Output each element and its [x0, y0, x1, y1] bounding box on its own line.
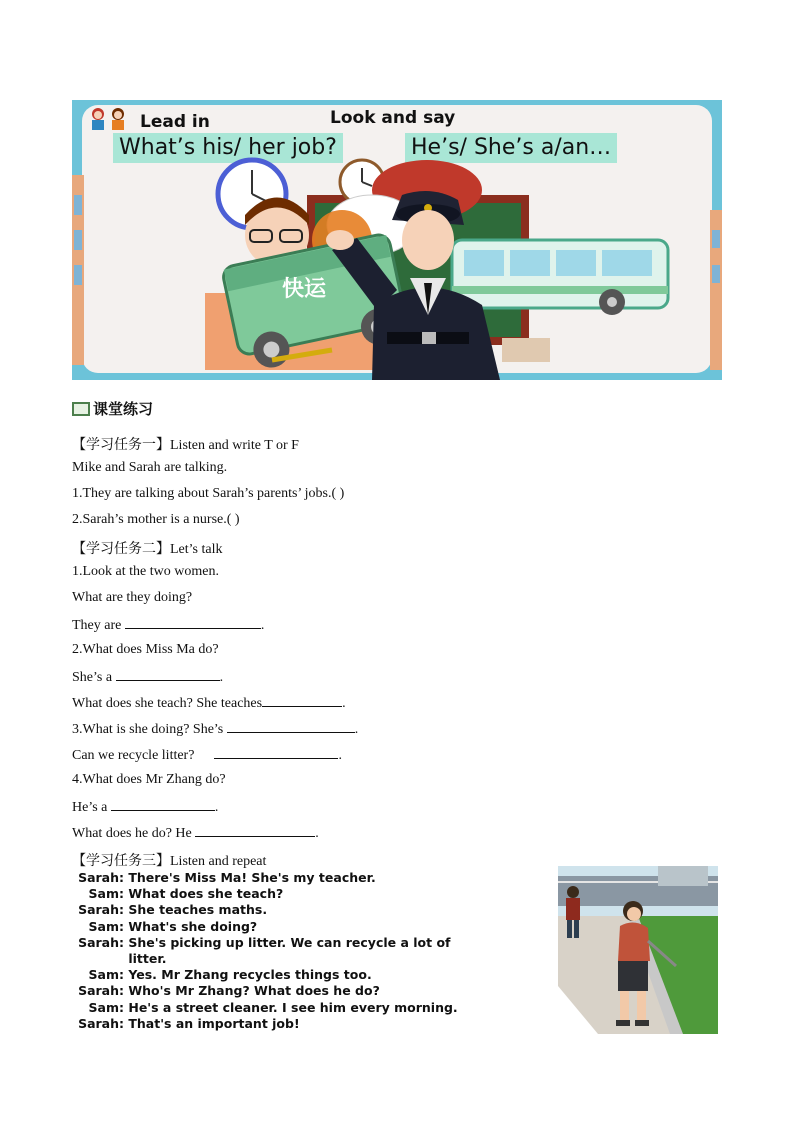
dialogue-line	[66, 1000, 458, 1016]
task2-line6: What does she teach? She teaches .	[72, 696, 346, 711]
dialogue-line	[66, 870, 458, 886]
task3-tag: 【学习任务三】	[72, 853, 170, 869]
task2-line3-text: They are	[72, 618, 122, 633]
dialogue-line	[66, 902, 458, 918]
speaker: Sarah:	[78, 1015, 124, 1031]
answer-blank[interactable]	[214, 746, 338, 759]
answer-blank[interactable]	[116, 668, 220, 681]
speaker: Sarah:	[78, 934, 124, 950]
task2-line10: He’s a .	[72, 800, 219, 815]
task2-line5-text: She’s a	[72, 670, 113, 685]
task1-question1: 1.They are talking about Sarah’s parents’ jobs.( )	[72, 486, 345, 501]
line-text: There's Miss Ma! She's my teacher.	[128, 870, 376, 885]
task2-tag: 【学习任务二】	[72, 541, 170, 557]
task2-line8-text: Can we recycle litter?	[72, 748, 195, 763]
dialogue-line	[66, 935, 458, 951]
line-text: She's picking up litter. We can recycle a lot of	[128, 934, 451, 950]
task2-line11-text: What does he do? He	[72, 826, 192, 841]
task2-line5: She’s a .	[72, 670, 224, 685]
task2-line11: What does he do? He .	[72, 826, 319, 841]
task2-header	[72, 538, 223, 558]
task3-title: Listen and repeat	[170, 854, 267, 869]
dialogue-line	[66, 983, 458, 999]
look-and-say-label: Look and say	[330, 108, 456, 128]
answer-blank[interactable]	[111, 798, 215, 811]
dialogue-line	[66, 967, 458, 983]
dialogue-line	[66, 886, 458, 902]
dialogue-line	[66, 951, 458, 967]
dialogue-block	[66, 870, 458, 1032]
task2-line8: Can we recycle litter? .	[72, 748, 342, 763]
task2-line9: 4.What does Mr Zhang do?	[72, 772, 226, 787]
task1-question2: 2.Sarah’s mother is a nurse.( )	[72, 512, 240, 527]
answer-blank[interactable]	[125, 616, 261, 629]
job-answer-pattern: He’s/ She’s a/an…	[405, 133, 617, 163]
answer-blank[interactable]	[195, 824, 315, 837]
litter-picking-illustration	[558, 866, 718, 1034]
speaker: Sarah:	[78, 870, 124, 885]
line-text: Who's Mr Zhang? What does he do?	[128, 983, 380, 999]
lead-in-banner	[72, 100, 722, 380]
van-text: 快运	[282, 277, 327, 302]
task1-tag: 【学习任务一】	[72, 437, 170, 453]
speaker: Sarah:	[78, 902, 124, 918]
task1-header	[72, 434, 299, 454]
jobs-illustration	[72, 100, 722, 380]
task2-line6-text: What does she teach? She teaches	[72, 696, 263, 711]
board-icon	[72, 402, 90, 416]
task1-line1: Mike and Sarah are talking.	[72, 460, 228, 475]
line-text: That's an important job!	[128, 1015, 300, 1031]
dialogue-line	[66, 919, 458, 935]
task2-line7: 3.What is she doing? She’s .	[72, 722, 359, 737]
section-title-text: 课堂练习	[93, 400, 154, 418]
speaker: Sam:	[88, 967, 124, 983]
job-question: What’s his/ her job?	[113, 133, 343, 163]
answer-blank[interactable]	[262, 694, 342, 707]
section-title	[72, 398, 153, 419]
task3-header	[72, 850, 266, 870]
task2-line1: 1.Look at the two women.	[72, 564, 219, 579]
line-text: She teaches maths.	[128, 902, 268, 918]
line-text: litter.	[128, 951, 167, 967]
speaker: Sarah:	[78, 983, 124, 999]
line-text: Yes. Mr Zhang recycles things too.	[128, 967, 372, 983]
line-text: What does she teach?	[128, 886, 284, 902]
dialogue-line	[66, 1016, 458, 1032]
task2-title: Let’s talk	[170, 542, 223, 557]
line-text: He's a street cleaner. I see him every morning.	[128, 999, 458, 1015]
task2-line3: They are .	[72, 618, 265, 633]
task2-line4: 2.What does Miss Ma do?	[72, 642, 219, 657]
lead-in-label: Lead in	[140, 112, 210, 132]
answer-blank[interactable]	[227, 720, 355, 733]
speaker: Sam:	[88, 918, 124, 934]
task2-line7-text: 3.What is she doing? She’s	[72, 722, 224, 737]
task2-line10-text: He’s a	[72, 800, 108, 815]
line-text: What's she doing?	[128, 918, 258, 934]
task1-title: Listen and write T or F	[170, 438, 299, 453]
speaker: Sam:	[88, 886, 124, 902]
task2-line2: What are they doing?	[72, 590, 193, 605]
speaker: Sam:	[88, 999, 124, 1015]
